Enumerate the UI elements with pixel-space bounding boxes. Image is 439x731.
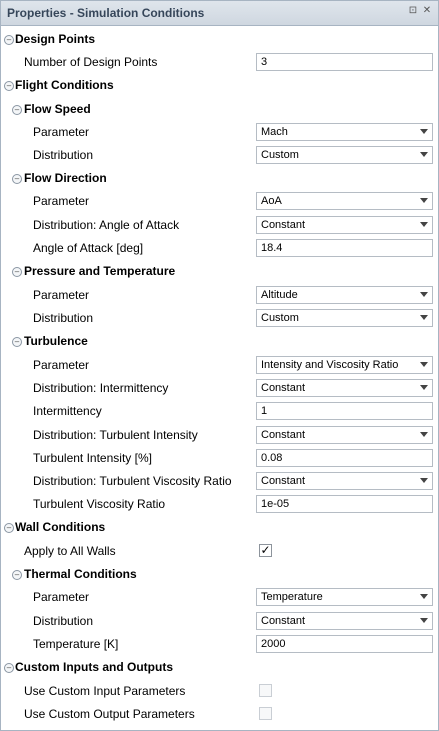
row-intermittency: Intermittency 1 [1, 401, 438, 423]
visc-distribution-select[interactable]: Constant [256, 472, 433, 490]
intensity-input[interactable]: 0.08 [256, 449, 433, 467]
temperature-input[interactable]: 2000 [256, 635, 433, 653]
titlebar-icons [408, 6, 432, 16]
row-flow-direction-parameter: Parameter AoA [1, 191, 438, 213]
collapse-icon[interactable]: – [12, 267, 22, 277]
row-thermal-distribution: Distribution Constant [1, 611, 438, 633]
row-intensity-distribution: Distribution: Turbulent Intensity Constant [1, 425, 438, 447]
chevron-down-icon [420, 385, 428, 390]
chevron-down-icon [420, 478, 428, 483]
row-custom-output: Use Custom Output Parameters [1, 704, 438, 726]
section-flight-conditions[interactable]: – Flight Conditions [1, 75, 438, 97]
thermal-distribution-select[interactable]: Constant [256, 612, 433, 630]
chevron-down-icon [420, 152, 428, 157]
apply-all-walls-checkbox[interactable]: ✓ [260, 543, 271, 557]
row-turb-parameter: Parameter Intensity and Viscosity Ratio [1, 355, 438, 377]
pt-parameter-select[interactable]: Altitude [256, 286, 433, 304]
custom-output-checkbox[interactable] [259, 707, 272, 720]
turb-parameter-select[interactable]: Intensity and Viscosity Ratio [256, 356, 433, 374]
panel-title: Properties - Simulation Conditions [7, 6, 205, 20]
row-flow-speed-parameter: Parameter Mach [1, 122, 438, 144]
chevron-down-icon [420, 129, 428, 134]
section-custom-io[interactable]: – Custom Inputs and Outputs [1, 657, 438, 679]
row-apply-all-walls: Apply to All Walls ✓ [24, 543, 271, 558]
panel-titlebar [1, 1, 438, 26]
chevron-down-icon [420, 315, 428, 320]
pt-distribution-select[interactable]: Custom [256, 309, 433, 327]
collapse-icon[interactable]: – [12, 174, 22, 184]
flow-speed-distribution-select[interactable]: Custom [256, 146, 433, 164]
row-visc: Turbulent Viscosity Ratio 1e-05 [1, 494, 438, 516]
collapse-icon[interactable]: – [12, 570, 22, 580]
chevron-down-icon [420, 618, 428, 623]
intermittency-distribution-select[interactable]: Constant [256, 379, 433, 397]
row-pt-distribution: Distribution Custom [1, 308, 438, 330]
row-flow-speed-distribution: Distribution Custom [1, 145, 438, 167]
flow-direction-parameter-select[interactable]: AoA [256, 192, 433, 210]
row-aoa-distribution: Distribution: Angle of Attack Constant [1, 215, 438, 237]
section-flow-speed[interactable]: – Flow Speed [1, 99, 438, 121]
section-turbulence[interactable]: – Turbulence [1, 331, 438, 353]
section-flow-direction[interactable]: – Flow Direction [1, 168, 438, 190]
row-temperature: Temperature [K] 2000 [1, 634, 438, 656]
section-wall-conditions[interactable]: – Wall Conditions [1, 517, 438, 539]
close-icon[interactable]: ✕ [422, 5, 432, 16]
collapse-icon[interactable]: – [12, 337, 22, 347]
row-intensity: Turbulent Intensity [%] 0.08 [1, 448, 438, 470]
row-intermittency-distribution: Distribution: Intermittency Constant [1, 378, 438, 400]
number-design-points-input[interactable]: 3 [256, 53, 433, 71]
thermal-parameter-select[interactable]: Temperature [256, 588, 433, 606]
collapse-icon[interactable]: – [4, 81, 14, 91]
collapse-icon[interactable]: – [12, 105, 22, 115]
chevron-down-icon [420, 222, 428, 227]
row-number-design-points: Number of Design Points 3 [1, 52, 438, 74]
row-pt-parameter: Parameter Altitude [1, 285, 438, 307]
row-custom-input: Use Custom Input Parameters [1, 681, 438, 703]
aoa-input[interactable]: 18.4 [256, 239, 433, 257]
collapse-icon[interactable]: – [4, 663, 14, 673]
section-design-points[interactable]: – Design Points [1, 29, 438, 51]
chevron-down-icon [420, 594, 428, 599]
pin-icon[interactable]: ⊡ [408, 5, 418, 16]
row-thermal-parameter: Parameter Temperature [1, 587, 438, 609]
chevron-down-icon [420, 432, 428, 437]
section-pressure-temperature[interactable]: – Pressure and Temperature [1, 261, 438, 283]
collapse-icon[interactable]: – [4, 35, 14, 45]
chevron-down-icon [420, 198, 428, 203]
chevron-down-icon [420, 292, 428, 297]
chevron-down-icon [420, 362, 428, 367]
section-thermal-conditions[interactable]: – Thermal Conditions [1, 564, 438, 586]
intensity-distribution-select[interactable]: Constant [256, 426, 433, 444]
visc-input[interactable]: 1e-05 [256, 495, 433, 513]
flow-speed-parameter-select[interactable]: Mach [256, 123, 433, 141]
row-visc-distribution: Distribution: Turbulent Viscosity Ratio Constant [1, 471, 438, 493]
aoa-distribution-select[interactable]: Constant [256, 216, 433, 234]
collapse-icon[interactable]: – [4, 523, 14, 533]
row-aoa-value: Angle of Attack [deg] 18.4 [1, 238, 438, 260]
intermittency-input[interactable]: 1 [256, 402, 433, 420]
custom-input-checkbox[interactable] [259, 684, 272, 697]
